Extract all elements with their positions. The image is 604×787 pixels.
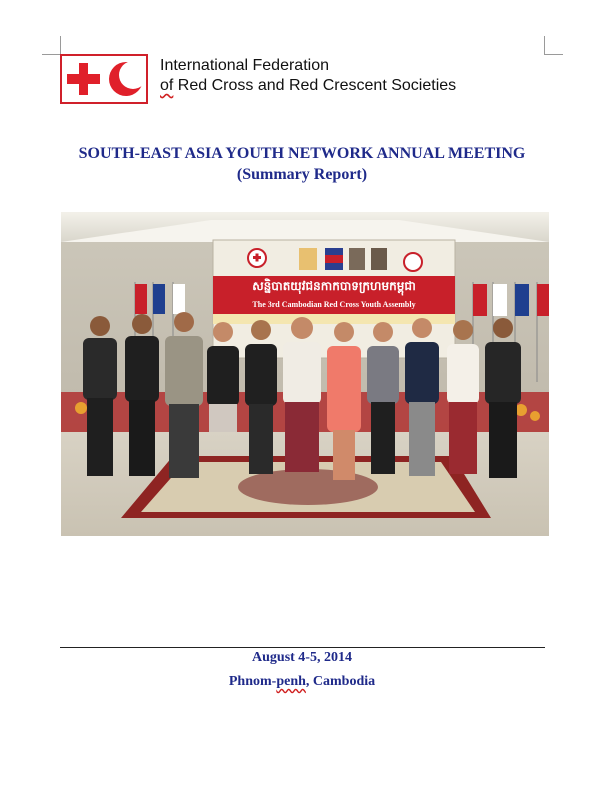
meeting-date: August 4-5, 2014 — [252, 650, 352, 665]
location-squiggle: penh — [276, 674, 306, 689]
crop-mark-top-left — [42, 36, 61, 55]
location-suffix: , Cambodia — [305, 674, 376, 689]
org-line-2-rest: Red Cross and Red Crescent Societies — [173, 77, 457, 94]
meeting-location — [0, 674, 604, 690]
group-photo — [61, 212, 549, 536]
report-subtitle: (Summary Report) — [236, 166, 368, 183]
ifrc-logo — [60, 54, 148, 104]
red-cross-red-crescent-icon — [62, 56, 146, 102]
organization-name — [160, 56, 456, 96]
org-line-2 — [160, 76, 456, 96]
footer-divider — [60, 647, 545, 648]
svg-text:សន្និបាតយុវជនកាកបាទក្រហមកម្ពុជ: សន្និបាតយុវជនកាកបាទក្រហមកម្ពុជា — [252, 279, 416, 293]
banner-english-text: The 3rd Cambodian Red Cross Youth Assembly — [252, 300, 416, 309]
org-line-2-prefix: of — [160, 77, 174, 94]
location-prefix: Phnom- — [228, 674, 277, 689]
report-title: SOUTH-EAST ASIA YOUTH NETWORK ANNUAL MEETING — [78, 145, 526, 162]
crop-mark-top-right — [544, 36, 563, 55]
org-line-1: International Federation — [160, 57, 329, 74]
